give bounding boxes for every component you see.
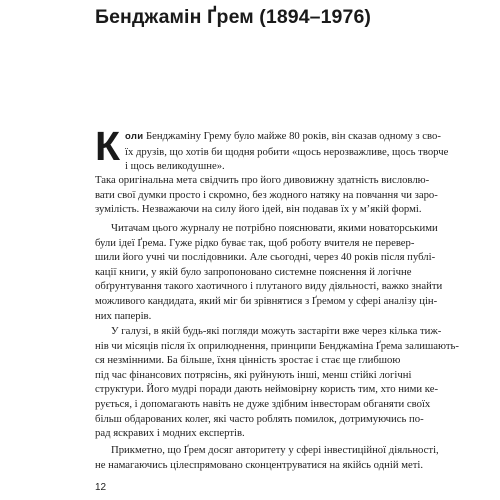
paragraph-line: Така оригінальна мета свідчить про його дивовижну здатність висловлю- (95, 174, 430, 186)
opening-line-1-text: Бенджаміну Грему було майже 80 років, він сказав одному з сво- (143, 130, 441, 142)
paragraph-3 (95, 324, 457, 441)
paragraph-line: Прикметно, що Ґрем досяг авторитету у сфері інвестиційної діяльності, (111, 444, 439, 456)
paragraph-line: шили його учні чи послідовники. Але сьогодні, через 40 років після публі- (95, 251, 436, 264)
paragraph-line: ся незмінними. Ба більше, їхня цінність зростає і стає ще глибшою (95, 354, 401, 367)
drop-cap-letter: К (95, 123, 121, 169)
paragraph-1 (95, 173, 457, 217)
opening-line-1 (125, 129, 457, 145)
paragraph-line: можливого кандидата, який міг би зрівнятися з Ґремом у сфері аналізу цін- (95, 294, 438, 307)
paragraph-line: рад яскравих і модних експертів. (95, 427, 245, 440)
paragraph-line: не намагаючись цілеспрямовано сконцентруватися на якійсь одній меті. (95, 458, 424, 471)
opening-paragraph (125, 129, 457, 174)
paragraph-2 (95, 221, 457, 323)
paragraph-line: У галузі, в якій будь-які погляди можуть застаріти вже через кілька тиж- (111, 325, 442, 337)
chapter-title: Бенджамін Ґрем (1894–1976) (95, 6, 371, 28)
paragraph-line: обґрунтування такого хаотичного і плутаного виду діяльності, важко знайти (95, 280, 443, 293)
paragraph-line: кації книги, у якій було запропоновано системне пояснення й логічне (95, 265, 412, 278)
paragraph-line: структури. Його мудрі поради дають неймовірну користь тим, хто ними ке- (95, 383, 439, 396)
paragraph-line: зумілість. Незважаючи на силу його ідей, він подавав їх у м’якій формі. (95, 203, 422, 216)
paragraph-line: рується, і допомагають навіть не дуже здібним інвесторам обганяти своїх (95, 397, 431, 410)
paragraph-4 (95, 443, 457, 472)
opening-line-2: їх друзів, що хотів би щодня робити «щось нерозважливе, щось творче (125, 145, 449, 158)
paragraph-line: більш обдарованих колег, які часто роблять помилок, дотримуючись по- (95, 412, 424, 425)
page-number: 12 (95, 482, 107, 493)
paragraph-line: нів чи місяців після їх оприлюднення, принципи Бенджаміна Ґрема залишають- (95, 339, 459, 352)
paragraph-line: під час фінансових потрясінь, які руйнують інші, менш стійкі логічні (95, 368, 412, 381)
first-word-rest: оли (125, 131, 144, 142)
opening-line-3: і щось великодушне». (125, 160, 225, 173)
paragraph-line: вати свої думки просто і скромно, без жодного натяку на повчання чи заро- (95, 188, 438, 201)
paragraph-line: Читачам цього журналу не потрібно пояснювати, якими новаторськими (111, 222, 438, 234)
paragraph-line: них паперів. (95, 309, 152, 322)
paragraph-line: були ідеї Ґрема. Гуже рідко буває так, щоб роботу вчителя не перевер- (95, 236, 415, 249)
